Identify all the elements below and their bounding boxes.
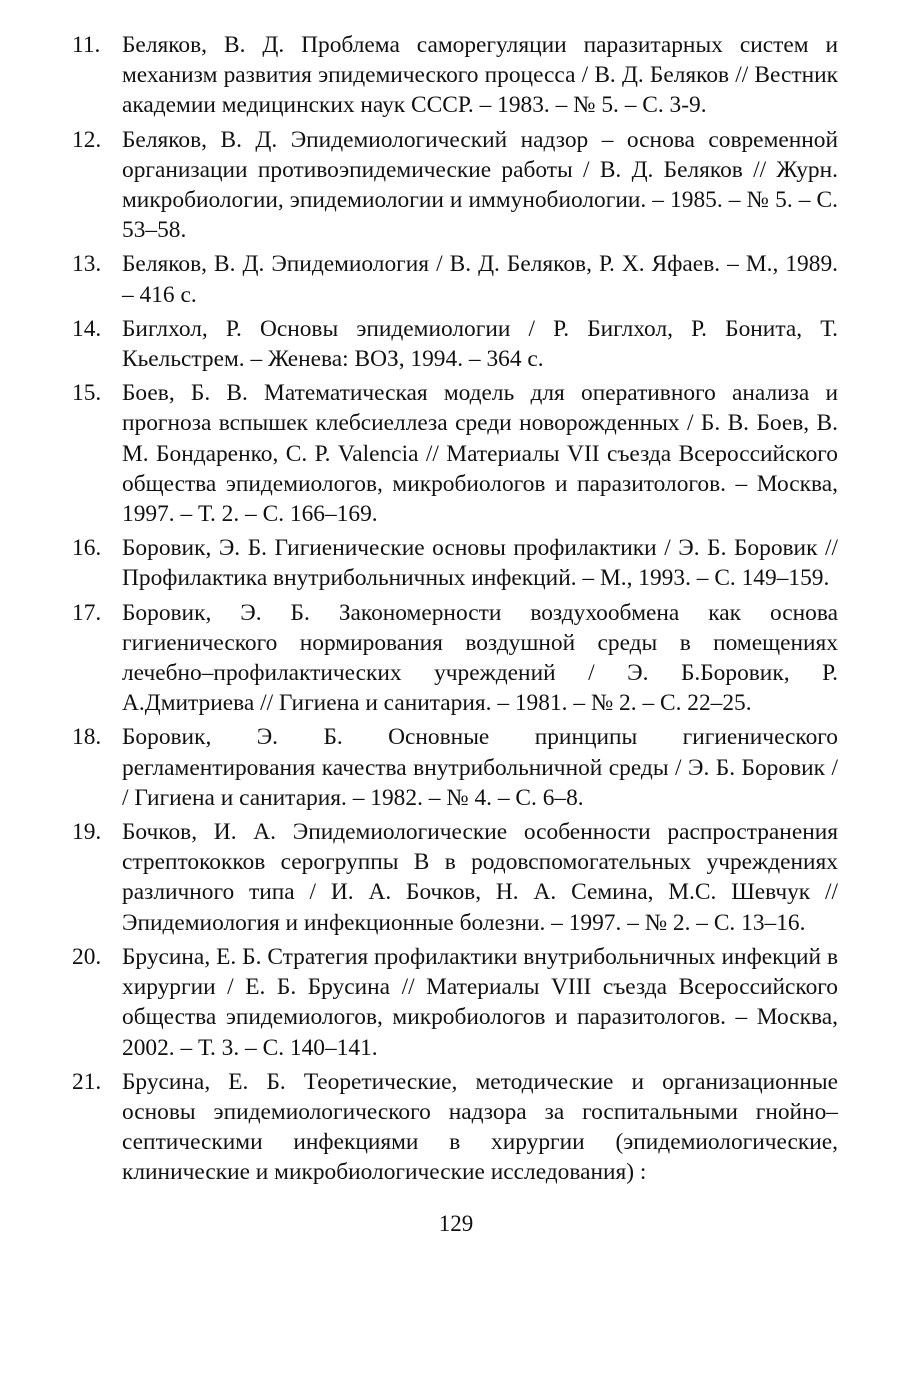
reference-list	[72, 30, 838, 1192]
reference-text: Боровик, Э. Б. Закономерности воздухообмена как основа гигиенического нормирования воздушной среды в помещениях лечебно–профилактических учреждений / Э. Б.Боровик, Р. А.Дмитриева // Гигиена и санитария. – 1981. – № 2. – С. 22–25.	[122, 599, 838, 717]
reference-item	[72, 314, 838, 374]
reference-text: Беляков, В. Д. Эпидемиология / В. Д. Беляков, Р. Х. Яфаев. – М., 1989. – 416 с.	[122, 251, 838, 308]
reference-item	[72, 378, 838, 529]
reference-text: Брусина, Е. Б. Стратегия профилактики внутрибольничных инфекций в хирургии / Е. Б. Брусина // Материалы VIII съезда Всероссийского общества эпидемиологов, микробиологов и паразитологов. – Москва, 2002. – Т. 3. – С. 140–141.	[122, 943, 838, 1061]
reference-item	[72, 125, 838, 246]
reference-text: Биглхол, Р. Основы эпидемиологии / Р. Биглхол, Р. Бонита, Т. Кьельстрем. – Женева: ВОЗ, 1994. – 364 с.	[122, 315, 838, 373]
reference-number: 12.	[72, 126, 102, 153]
reference-text: Боровик, Э. Б. Гигиенические основы профилактики / Э. Б. Боровик // Профилактика внутрибольничных инфекций. – М., 1993. – С. 149–159.	[122, 535, 838, 592]
reference-number: 15.	[72, 380, 102, 407]
page-number: 129	[438, 1211, 474, 1236]
reference-item	[72, 249, 838, 309]
reference-item	[72, 942, 838, 1063]
reference-text: Беляков, В. Д. Эпидемиологический надзор – основа современной организации противоэпидемические работы / В. Д. Беляков // Журн. микробиологии, эпидемиологии и иммунобиологии. – 1985. – № 5. – С. 53–58.	[122, 126, 838, 244]
reference-number: 18.	[72, 724, 102, 751]
reference-text: Боев, Б. В. Математическая модель для оперативного анализа и прогноза вспышек клебсиеллеза среди новорожденных / Б. В. Боев, В. М. Бондаренко, С. Р. Valencia // Материалы VII съезда Всероссийского общества эпидемиологов, микробиологов и паразитологов. – Москва, 1997. – Т. 2. – С. 166–169.	[122, 380, 838, 528]
reference-text: Боровик, Э. Б. Основные принципы гигиенического регламентирования качества внутрибольничной среды / Э. Б. Боровик / / Гигиена и санитария. – 1982. – № 4. – С. 6–8.	[122, 724, 838, 811]
reference-item	[72, 30, 838, 121]
reference-text: Беляков, В. Д. Проблема саморегуляции паразитарных систем и механизм развития эпидемического процесса / В. Д. Беляков // Вестник академии медицинских наук СССР. – 1983. – № 5. – С. 3-9.	[122, 32, 838, 119]
reference-text: Бочков, И. А. Эпидемиологические особенности распространения стрептококков серогруппы В в родовспомогательных учреждениях различного типа / И. А. Бочков, Н. А. Семина, М.С. Шевчук // Эпидемиология и инфекционные болезни. – 1997. – № 2. – С. 13–16.	[122, 819, 838, 936]
reference-number: 16.	[72, 535, 102, 562]
reference-item	[72, 817, 838, 938]
reference-number: 17.	[72, 599, 102, 626]
reference-number: 14.	[72, 315, 102, 342]
reference-number: 20.	[72, 943, 102, 970]
reference-number: 19.	[72, 819, 102, 846]
reference-number: 21.	[72, 1068, 102, 1095]
reference-number: 11.	[72, 32, 101, 58]
reference-item	[72, 598, 838, 719]
reference-number: 13.	[72, 251, 102, 278]
reference-item	[72, 533, 838, 593]
reference-text: Брусина, Е. Б. Теоретические, методические и организационные основы эпидемиологического надзора за госпитальными гнойно–септическими инфекциями в хирургии (эпидемиологические, клинические и микробиологические исследования) :	[122, 1068, 838, 1186]
reference-item	[72, 722, 838, 813]
reference-item	[72, 1067, 838, 1188]
